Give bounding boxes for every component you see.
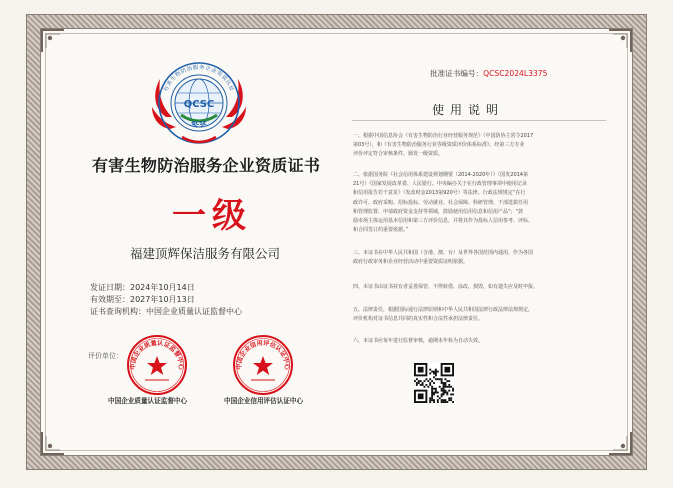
seal-quality-center: [126, 334, 188, 396]
seal-caption-quality: 中国企业质量认证监督中心: [108, 397, 188, 405]
company-name: 福建顶辉保洁服务有限公司: [129, 246, 280, 261]
corner-ornament-top-right: [607, 28, 633, 54]
usage-item-3: 三、本证书在中华人民共和国（含港、澳、台）及世界各国范围内通用，作为各国 政府行政审务和企业经营活动中重要资质证明依据。: [353, 250, 534, 266]
query-organization: 证书查询机构：中国企业质量认证监督中心: [90, 307, 242, 316]
qr-code[interactable]: [414, 363, 454, 403]
svg-text:中国企业信用评估认证中心: 中国企业信用评估认证中心: [235, 339, 291, 370]
usage-item-1: 一、根据中国信息协会《有害生物防治行业经营服务规范》（中国防协主常令2017 第03号），和《有害生物防治服务行业等级资质评价体系标准》，经第三方专业 评价评定符合审核条件，颁发一级资质。: [353, 133, 534, 158]
corner-ornament-bottom-left: [40, 430, 66, 456]
valid-until: 有效期至：2027年10月13日: [90, 295, 195, 304]
seal-credit-center: [232, 334, 294, 396]
usage-item-2: 二、依据国务院《社会信用体系建设规划纲要（2014-2020年）》（国发2014第 21号）《国家发展改革委、人民银行、中央编办关于在行政管理事项中使用记录 和信用报告若干意见》（发改财金2013第920号）等法律、行政法规规定“在行 政许可、政府采购、招标投标、劳动就业、社会保障、科研管理、干部选拔任用 和管理监督、申请政府资金支持等领域，鼓励使用信用信息和信用产品”；“鼓 励市场主体运用基本信用和第三方评价信息，并将其作为投标人信用参考、评标、 和合同签订的重要依据。”: [353, 172, 534, 234]
svg-text:中国企业质量认证监督中心: 中国企业质量认证监督中心: [129, 339, 185, 370]
divider: [352, 120, 606, 121]
svg-text:QCSC: QCSC: [183, 99, 215, 110]
certificate-title: 有害生物防治服务企业资质证书: [92, 156, 321, 175]
corner-ornament-bottom-right: [607, 430, 633, 456]
qcsc-emblem-logo: [146, 55, 252, 151]
certificate-number: [430, 68, 547, 79]
corner-ornament-top-left: [40, 28, 66, 54]
usage-instructions-title: 使用说明: [432, 103, 505, 117]
usage-item-4: 四、本证书由证书持有者妥善保管，不得转借、涂改、损毁、如有遗失应及时申报。: [353, 284, 539, 290]
usage-item-5: 五、法律责任，根据国际通行法律原则和中华人民共和国法律行政法律法规规定， 评价机构对证书信息共同的真实性和合法性承担法律责任。: [353, 307, 534, 323]
evaluator-label: 评价单位：: [88, 352, 123, 360]
certificate-number-value: QCSC2024L3375: [483, 69, 548, 78]
certificate-number-label: 批准证书编号：: [430, 69, 484, 78]
grade-level: 一级: [172, 196, 252, 236]
issue-date: 发证日期：2024年10月14日: [90, 283, 195, 292]
svg-text:QCSC: QCSC: [191, 121, 207, 127]
usage-item-6: 六、本证书应每年进行监督审核，逾期未年检为自动失效。: [353, 338, 484, 344]
seal-caption-credit: 中国企业信用评估认证中心: [224, 397, 304, 405]
svg-text:有害生物防治服务企业资质认证: 有害生物防治服务企业资质认证: [163, 64, 235, 93]
